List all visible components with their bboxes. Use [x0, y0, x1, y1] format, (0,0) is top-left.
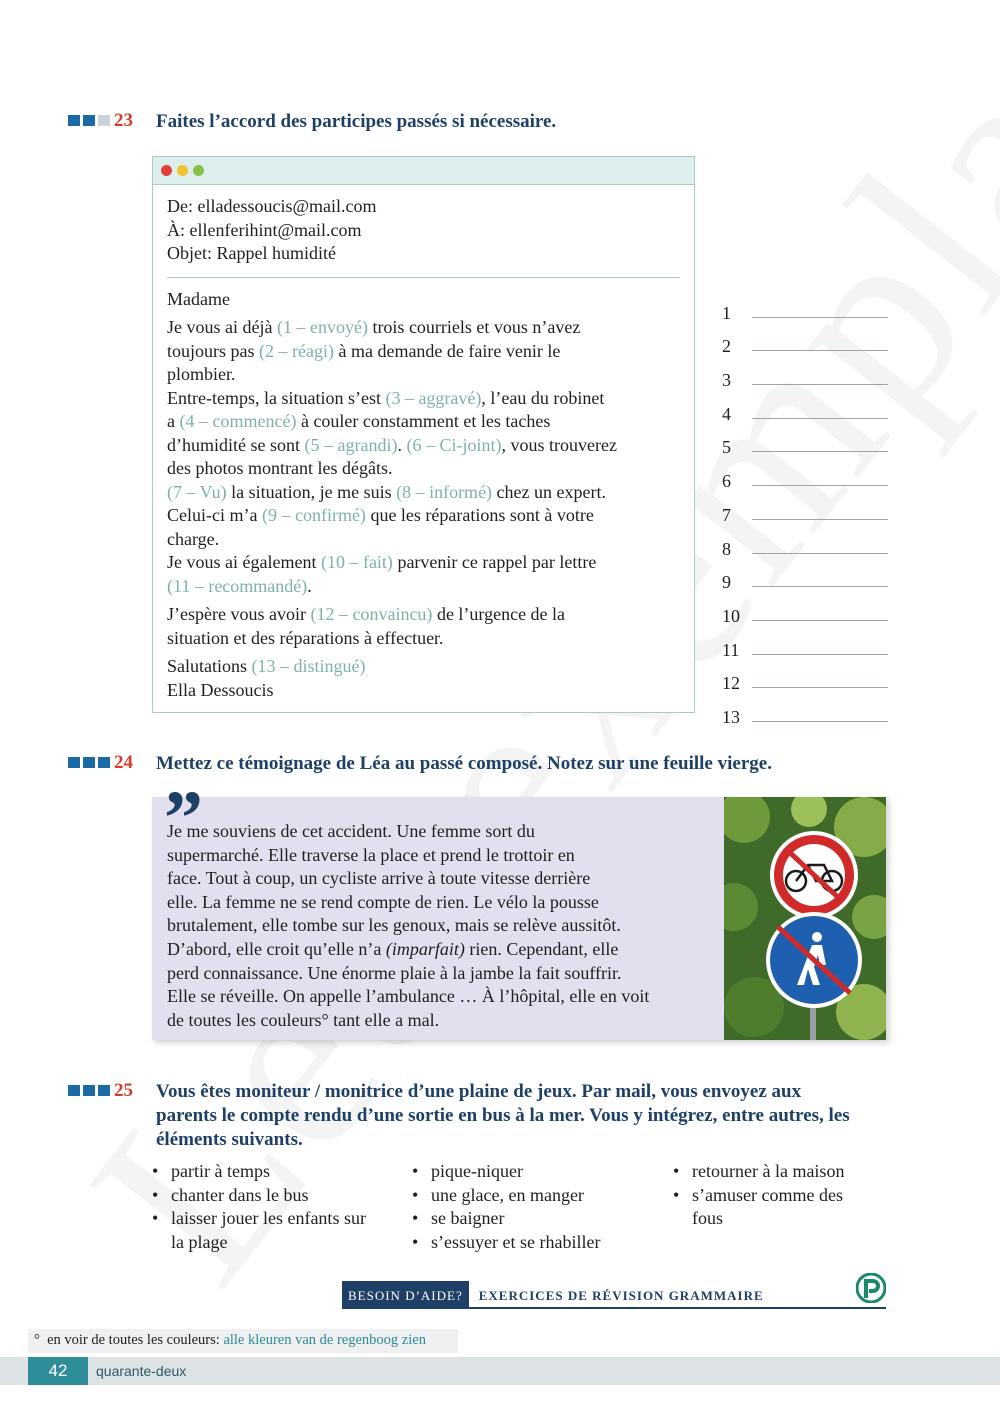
close-dot-icon: [161, 165, 172, 176]
email-from: De: elladessoucis@mail.com: [167, 196, 377, 216]
blank-4: (4 – commencé): [179, 411, 297, 431]
email-closing: Salutations (13 – distingué): [167, 656, 366, 676]
bullet-list-column-3: [673, 1160, 888, 1231]
testimony-text: Je me souviens de cet accident. Une femme sort du supermarché. Elle traverse la place et prend le trottoir en face. Tout à coup, un cycliste arrive à toute vitesse derrière elle. La femme ne se rend compte de rien. Le vélo la pousse brutalement, elle tombe sur les genoux, mais se relève aussitôt. D’abord, elle croit qu’elle n’a (imparfait) rien. Cependant, elle perd connaissance. Une énorme plaie à la jambe la fait souffrir. Elle se réveille. On appelle l’ambulance … À l’hôpital, elle en voit de toutes les couleurs° tant elle a mal.: [167, 821, 650, 1030]
answer-row[interactable]: 8: [722, 526, 888, 560]
email-paragraph: Je vous ai déjà (1 – envoyé) trois courriels et vous n’avez toujours pas (2 – réagi) à ma demande de faire venir le plombier.: [167, 317, 581, 384]
answer-row[interactable]: 9: [722, 560, 888, 594]
answer-row[interactable]: 3: [722, 357, 888, 391]
bullet-list-column-2: [412, 1160, 652, 1254]
email-paragraph: J’espère vous avoir (12 – convaincu) de l’urgence de la situation et des réparations à effectuer.: [167, 604, 566, 648]
maximize-dot-icon: [193, 165, 204, 176]
email-paragraph: Entre-temps, la situation s’est (3 – aggravé), l’eau du robinet a (4 – commencé) à couler constamment et les taches d’humidité se sont (5 – agrandi). (6 – Ci-joint), vous trouverez des photos montrant les dégâts.: [167, 387, 617, 478]
list-item: • une glace, en manger: [412, 1184, 652, 1208]
footnote-translation: alle kleuren van de regenboog zien: [223, 1332, 426, 1348]
blank-6: (6 – Ci-joint): [406, 434, 502, 455]
page-number: 42: [28, 1357, 88, 1385]
email-paragraph: (7 – Vu) la situation, je me suis (8 – informé) chez un expert. Celui-ci m’a (9 – confirmé) que les réparations sont à votre charge.: [167, 481, 606, 549]
blank-12: (12 – convaincu): [310, 604, 433, 624]
testimony-box: [152, 774, 886, 1040]
blank-11: (11 – recommandé): [167, 575, 308, 596]
email-greeting: Madame: [167, 288, 230, 309]
email-to: À: ellenferihint@mail.com: [167, 219, 362, 240]
window-title-bar: [153, 157, 694, 185]
exercise-title: Vous êtes moniteur / monitrice d’une plaine de jeux. Par mail, vous envoyez aux parents le compte rendu d’une sortie en bus à la mer. Vous y intégrez, entre autres, les éléments suivants.: [156, 1081, 850, 1150]
blank-1: (1 – envoyé): [276, 317, 368, 337]
blank-5: (5 – agrandi): [304, 434, 398, 455]
list-item: • retourner à la maison: [673, 1160, 888, 1184]
answer-row[interactable]: 5: [722, 425, 888, 459]
answer-row[interactable]: 4: [722, 391, 888, 425]
blank-8: (8 – informé): [396, 481, 493, 502]
list-item: • chanter dans le bus: [152, 1184, 392, 1208]
answer-row[interactable]: 11: [722, 627, 888, 661]
answer-row[interactable]: 12: [722, 661, 888, 695]
difficulty-indicator: [68, 115, 110, 126]
minimize-dot-icon: [177, 165, 188, 176]
answer-lines: [722, 290, 888, 728]
help-bar[interactable]: [342, 1281, 886, 1309]
blank-2: (2 – réagi): [259, 340, 334, 361]
blank-10: (10 – fait): [320, 552, 393, 572]
exercise-24-header: [68, 752, 772, 776]
footnote: ° en voir de toutes les couleurs: alle kleuren van de regenboog zien: [28, 1329, 458, 1353]
blank-13: (13 – distingué): [251, 656, 366, 676]
answer-row[interactable]: 7: [722, 492, 888, 526]
answer-row[interactable]: 1: [722, 290, 888, 324]
email-window: [152, 156, 695, 713]
blank-7: (7 – Vu): [167, 481, 227, 502]
quote-mark-icon: ”: [164, 774, 203, 861]
exercise-23-header: [68, 110, 556, 134]
answer-row[interactable]: 6: [722, 458, 888, 492]
traffic-signs-photo: [724, 797, 886, 1040]
email-body: [153, 185, 694, 702]
answer-row[interactable]: 10: [722, 593, 888, 627]
email-subject: Objet: Rappel humidité: [167, 243, 336, 263]
page-footer: [0, 1357, 1000, 1385]
list-item: • laisser jouer les enfants sur la plage: [152, 1207, 377, 1254]
email-paragraph: Je vous ai également (10 – fait) parvenir ce rappel par lettre (11 – recommandé).: [167, 552, 597, 596]
blank-9: (9 – confirmé): [261, 505, 366, 525]
answer-row[interactable]: 13: [722, 694, 888, 728]
help-link[interactable]: EXERCICES DE RÉVISION GRAMMAIRE: [478, 1288, 764, 1303]
exercise-number: 23: [114, 110, 133, 131]
difficulty-indicator: [68, 1085, 110, 1096]
list-item: • s’amuser comme des fous: [673, 1184, 868, 1231]
publisher-logo-icon: [856, 1273, 886, 1303]
list-item: • partir à temps: [152, 1160, 392, 1184]
exercise-title: Mettez ce témoignage de Léa au passé composé. Notez sur une feuille vierge.: [156, 753, 772, 774]
exercise-25-header: [68, 1080, 850, 1152]
list-item: • s’essuyer et se rhabiller: [412, 1231, 652, 1255]
list-item: • pique-niquer: [412, 1160, 652, 1184]
exercise-title: Faites l’accord des participes passés si nécessaire.: [156, 111, 557, 132]
divider: [167, 277, 680, 278]
page-number-words: quarante-deux: [96, 1363, 187, 1379]
list-item: • se baigner: [412, 1207, 652, 1231]
email-signature: Ella Dessoucis: [167, 679, 274, 700]
blank-3: (3 – aggravé): [385, 387, 482, 408]
exercise-number: 25: [114, 1080, 133, 1101]
bullet-list-column-1: [152, 1160, 392, 1254]
answer-row[interactable]: 2: [722, 324, 888, 358]
difficulty-indicator: [68, 757, 110, 768]
help-tag: BESOIN D’AIDE?: [342, 1281, 469, 1307]
exercise-number: 24: [114, 752, 133, 773]
